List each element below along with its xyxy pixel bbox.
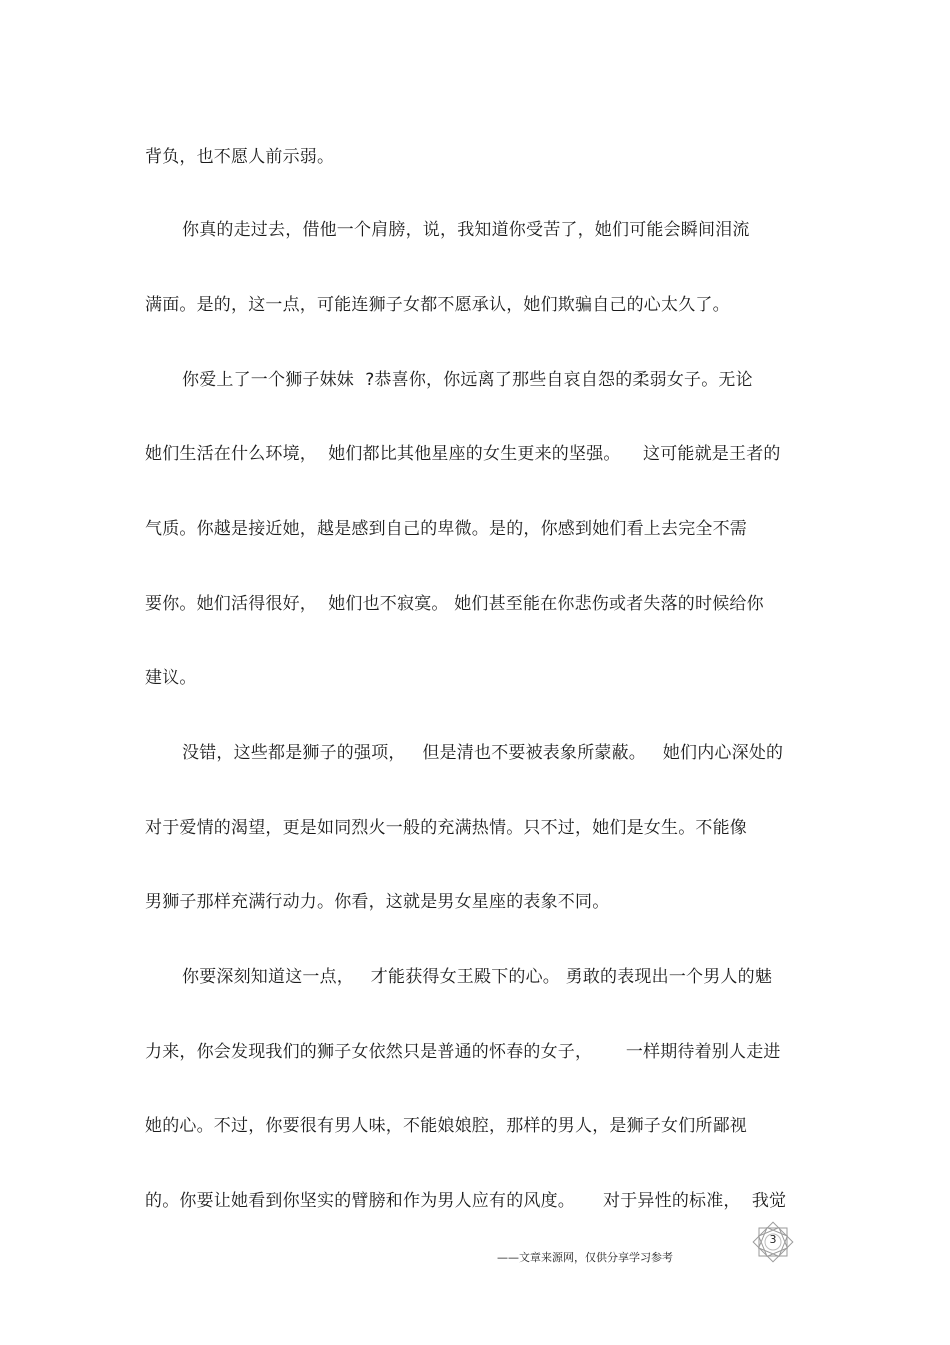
text-line: 的。你要让她看到你坚实的臂膀和作为男人应有的风度。 对于异性的标准， 我觉: [145, 1191, 787, 1211]
text-line: 满面。是的，这一点，可能连狮子女都不愿承认，她们欺骗自己的心太久了。: [145, 295, 730, 315]
footer-source-text: ——文章来源网，仅供分享学习参考: [497, 1251, 673, 1264]
text-line: 要你。她们活得很好， 她们也不寂寞。 她们甚至能在你悲伤或者失落的时候给你: [145, 594, 764, 614]
text-line: 没错，这些都是狮子的强项， 但是清也不要被表象所蒙蔽。 她们内心深处的: [182, 743, 784, 763]
text-line: 她们生活在什么环境， 她们都比其他星座的女生更来的坚强。 这可能就是王者的: [145, 444, 781, 464]
text-line: 你爱上了一个狮子妹妹 ?恭喜你，你远离了那些自哀自怨的柔弱女子。无论: [182, 370, 753, 390]
text-line: 背负，也不愿人前示弱。: [145, 147, 335, 167]
page-number: 3: [769, 1233, 777, 1246]
text-line: 对于爱情的渴望，更是如同烈火一般的充满热情。只不过，她们是女生。不能像: [145, 818, 747, 838]
text-line: 她的心。不过，你要很有男人味，不能娘娘腔，那样的男人，是狮子女们所鄙视: [145, 1116, 747, 1136]
text-line: 力来，你会发现我们的狮子女依然只是普通的怀春的女子， 一样期待着别人走进: [145, 1042, 781, 1062]
text-line: 你真的走过去，借他一个肩膀，说，我知道你受苦了，她们可能会瞬间泪流: [182, 220, 750, 240]
text-line: 建议。: [145, 668, 197, 688]
text-line: 你要深刻知道这一点， 才能获得女王殿下的心。 勇敢的表现出一个男人的魅: [182, 967, 773, 987]
text-line: 男狮子那样充满行动力。你看，这就是男女星座的表象不同。: [145, 892, 610, 912]
text-line: 气质。你越是接近她，越是感到自己的卑微。是的，你感到她们看上去完全不需: [145, 519, 747, 539]
